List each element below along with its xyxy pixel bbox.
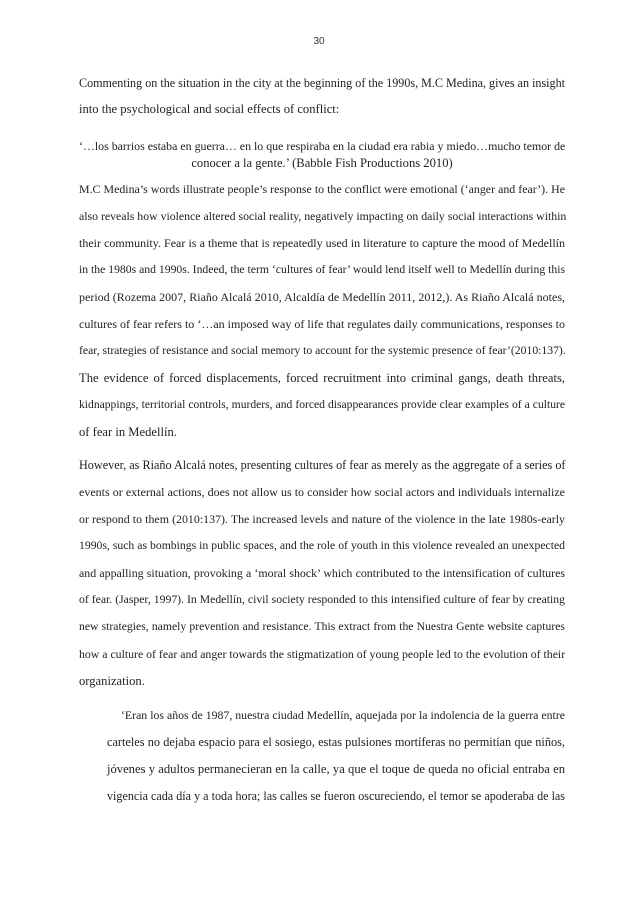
paragraph-line: their community. Fear is a theme that is repeatedly used in literature to capture the mood of Medellín [79, 236, 565, 250]
paragraph-line: of fear. (Jasper, 1997). In Medellín, civil society responded to this intensified culture of fear by creating [79, 593, 565, 606]
paragraph-line: 1990s, such as bombings in public spaces, and the role of youth in this violence revealed an unexpected [79, 539, 565, 552]
paragraph-line: and appalling situation, provoking a ‘moral shock’ which contributed to the intensification of cultures [79, 566, 565, 580]
paragraph-line: new strategies, namely prevention and resistance. This extract from the Nuestra Gente website captures [79, 620, 565, 633]
paragraph-line: cultures of fear refers to ‘…an imposed way of life that regulates daily communications, responses to [79, 317, 565, 331]
paragraph-line: into the psychological and social effects of conflict: [79, 102, 340, 116]
paragraph-line: period (Rozema 2007, Riaño Alcalá 2010, Alcaldía de Medellín 2011, 2012,). As Riaño Alcalá notes, [79, 290, 565, 304]
page-number: 30 [313, 36, 325, 47]
paragraph-line: in the 1980s and 1990s. Indeed, the term ‘cultures of fear’ would lend itself well to Medellín during this [79, 263, 565, 276]
paragraph-line: The evidence of forced displacements, forced recruitment into criminal gangs, death threats, [79, 371, 565, 385]
quote-line: ‘…los barrios estaba en guerra… en lo que respiraba en la ciudad era rabia y miedo…mucho temor de [79, 139, 566, 153]
paragraph-line: Commenting on the situation in the city at the beginning of the 1990s, M.C Medina, gives an insight [79, 76, 565, 90]
paragraph-line: organization. [79, 674, 145, 688]
paragraph-line: M.C Medina’s words illustrate people’s response to the conflict were emotional (‘anger and fear’). He [79, 182, 565, 196]
paragraph-line: or respond to them (2010:137). The increased levels and nature of the violence in the late 1980s-early [79, 512, 565, 526]
paragraph-line: how a culture of fear and anger towards the stigmatization of young people led to the evolution of their [79, 647, 566, 661]
paragraph-line: fear, strategies of resistance and social memory to account for the systemic presence of fear’(2010:137). [79, 344, 566, 357]
paragraph-line: kidnappings, territorial controls, murders, and forced disappearances provide clear examples of a culture [79, 398, 565, 411]
quote-line: conocer a la gente.’ (Babble Fish Productions 2010) [191, 156, 453, 170]
paragraph-line: events or external actions, does not allow us to consider how social actors and individuals internalize [79, 485, 565, 499]
paragraph-line: of fear in Medellín. [79, 425, 177, 439]
paragraph-line: also reveals how violence altered social reality, negatively impacting on daily social interactions within [79, 209, 567, 223]
block-quote-line: vigencia cada día y a toda hora; las calles se fueron oscureciendo, el temor se apoderaba de las [107, 789, 565, 803]
block-quote-line: carteles no dejaba espacio para el sosiego, estas pulsiones mortíferas no permitían que niños, [107, 735, 565, 749]
block-quote-line: jóvenes y adultos permanecieran en la calle, ya que el toque de queda no oficial entraba en [107, 762, 565, 776]
paragraph-line: However, as Riaño Alcalá notes, presenting cultures of fear as merely as the aggregate of a series of [79, 458, 566, 472]
block-quote-line: ‘Eran los años de 1987, nuestra ciudad Medellín, aquejada por la indolencia de la guerra entre [121, 708, 565, 722]
